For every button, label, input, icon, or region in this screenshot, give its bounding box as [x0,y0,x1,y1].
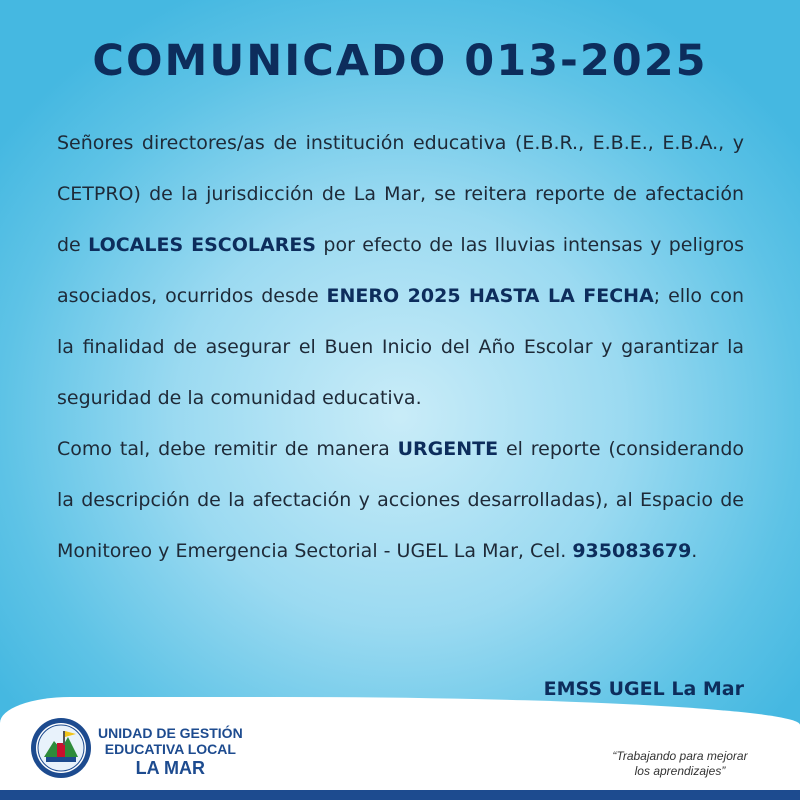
highlight-date-range: ENERO 2025 HASTA LA FECHA [326,285,654,307]
organization-name [98,725,243,779]
footer-bar [0,790,800,800]
phone-number: 935083679 [572,540,692,562]
org-line-1: UNIDAD DE GESTIÓN [98,725,243,741]
highlight-locales: LOCALES ESCOLARES [88,234,316,256]
org-line-2: EDUCATIVA LOCAL [104,741,236,757]
page-title: COMUNICADO 013-2025 [92,36,708,86]
slogan [600,749,760,779]
highlight-urgente: URGENTE [397,438,499,460]
paragraph-2: Como tal, debe remitir de manera URGENTE el reporte (considerando la descripción de la afectación y acciones desarrolladas), al Espacio de Monitoreo y Emergencia Sectorial - UGEL La Mar, Cel. 935083679. [57,438,744,562]
slogan-line-1: “Trabajando para mejorar [612,749,748,763]
paragraph-1: Señores directores/as de institución educativa (E.B.R., E.B.E., E.B.A., y CETPRO) de la jurisdicción de La Mar, se reitera reporte de afectación de LOCALES ESCOLARES por efecto de las lluvias intensas y peligros asociados, ocurridos desde ENERO 2025 HASTA LA FECHA; ello con la finalidad de asegurar el Buen Inicio del Año Escolar y garantizar la seguridad de la comunidad educativa. [57,132,744,409]
announcement-body [57,118,744,577]
ugel-seal-icon [30,717,92,779]
signature: EMSS UGEL La Mar [543,678,744,700]
org-line-3: LA MAR [135,758,205,778]
slogan-line-2: los aprendizajes” [634,764,726,778]
